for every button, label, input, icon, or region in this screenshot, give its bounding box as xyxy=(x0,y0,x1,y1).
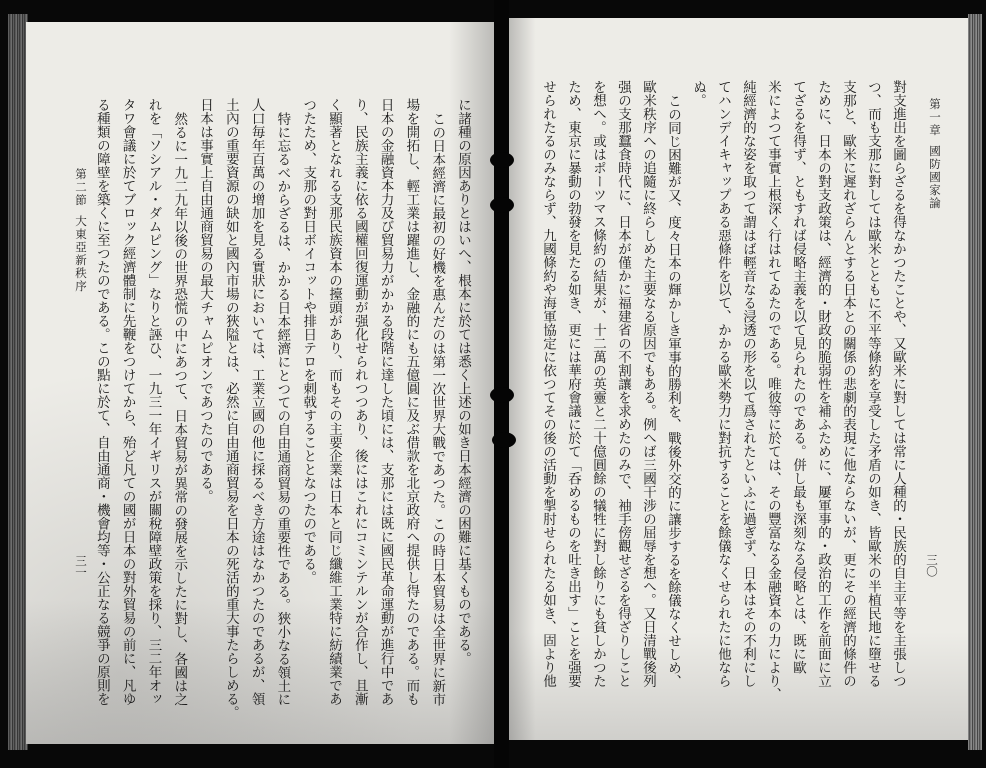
text-line: 對支進出を圖らざるを得なかつたことや、又歐米に對しては常に人種的・民族的自主平等を主張しつ xyxy=(890,80,906,688)
text-line: 場を開拓し、輕工業は躍進し、金融的にも五億圓に及ぶ借款を北京政府へ提供し得たのである。而も xyxy=(403,98,420,706)
text-line: てざるを得ず、ともすれば侵略主義を以て見られたのである。併し最も深刻なる侵略とは、既に歐 xyxy=(790,80,806,674)
text-line: ため、東京に暴動の勃發を見たる如き、更には華府會議に於て「呑めるものを吐き出す」ことを强要 xyxy=(565,80,581,688)
binding-hole xyxy=(490,197,514,213)
page-number: 三〇 xyxy=(925,554,939,577)
text-line: に諸種の原因ありとはいへ、根本に於ては悉く上述の如き日本經濟の困難に基くものである。 xyxy=(455,98,471,665)
text-line: 土內の重要資源の缺如と國內市場の狹隘とは、必然に自由通商貿易を日本の死活的重大事たらしめる。 xyxy=(222,98,239,719)
text-line: 然るに一九二九年以後の世界恐慌の中にあつて、日本貿易が異常の發展を示したに對し、各國は之 xyxy=(171,111,188,706)
chapter-label: 第一章 xyxy=(928,98,942,137)
binding-spine xyxy=(494,0,509,768)
text-line: 歐米秩序への追隨に終らしめた主要なる原因でもある。例へば三國干涉の屈辱を想へ。又日清戰後列 xyxy=(640,80,656,688)
text-line: つ、而も支那に對しては歐米とともに不平等條約を享受した矛盾の如き、皆歐米の半植民地に墮せる xyxy=(865,80,881,688)
section-label: 第二節 xyxy=(74,168,88,207)
text-line: く顯著となれる支那民族資本の擡頭があり、而もその主要企業は日本と同じ纖維工業特に紡績業であ xyxy=(326,98,343,706)
text-line: 日本の金融資本力及び貿易力がかかる段階に達した頃には、支那には既に國民革命運動が進行中であ xyxy=(377,98,394,706)
text-line: 純經濟的な姿を取つて謂はば輕音なる浸透の形を以て爲されたといふに過ぎず、日本はその不利にし xyxy=(740,80,756,688)
text-line: 米によつて事實上根深く行はれてゐたのである。唯彼等に於ては、その豐富なる金融資本の力により、 xyxy=(765,80,781,701)
running-head xyxy=(927,98,943,210)
right-page-body xyxy=(535,80,910,710)
binding-hole xyxy=(492,432,516,448)
text-line: てハンデイキャップある惡條件を以て、かかる歐米勢力に對抗することを餘儀なくせられたに他なら xyxy=(715,80,731,688)
text-line: 人口毎年百萬の增加を見る實狀においては、工業立國の他に採るべき方途はなかつたのであるが、領 xyxy=(248,98,265,706)
page-stack-edge-right xyxy=(968,14,982,750)
text-line: る種類の障壁を築くに至つたのである。この點に於て、自由通商・機會均等・公正なる競爭の原則を xyxy=(93,98,110,706)
text-line: 强の支那蠶食時代に、日本が僅かに福建省の不割讓を求めたのみで、袖手傍觀せざるを得ざりしこと xyxy=(615,80,631,688)
running-head xyxy=(73,168,89,293)
chapter-title: 國防國家論 xyxy=(928,145,942,210)
text-line: タワ會議に於てブロック經濟體制に先鞭をつけてから、殆ど凡ての國が日本の對外貿易の前に、凡ゆ xyxy=(119,98,136,706)
section-title: 大東亞新秩序 xyxy=(74,215,88,293)
page-stack-edge-left xyxy=(8,14,28,750)
text-line: つたため、支那の對日ボイコットや排日テロを刺戟することとなつたのである。 xyxy=(300,98,317,584)
binding-hole xyxy=(490,152,514,168)
text-line: れを「ソシアル・ダムピング」なりと誣ひ、一九三一年イギリスが關稅障壁政策を採り、三二年オッ xyxy=(145,98,162,706)
left-page-body xyxy=(88,98,475,728)
binding-hole xyxy=(490,387,514,403)
text-line: この同じ困難が又、度々日本の輝かしき軍事的勝利を、戰後外交的に讓步するを餘儀なくせしめ、 xyxy=(665,93,681,688)
text-line: ぬ。 xyxy=(690,80,706,107)
text-line: 支那と、歐米に遲れざらんとする日本との關係の悲劇的表現に他ならないが、更にその經濟的條件の xyxy=(840,80,856,688)
text-line: せられたるのみならず、九國條約や海軍協定に依つてその後の活動を掣肘せられたる如き、固より他 xyxy=(540,80,556,688)
text-line: り、民族主義に依る國權回復運動が强化せられつつあり、後にはこれにコミンテルンが合作し、且漸 xyxy=(351,98,368,706)
text-line: 日本は事實上自由通商貿易の最大チャムピオンであつたのである。 xyxy=(197,98,214,503)
page-number: 三一 xyxy=(74,555,88,578)
text-line: この日本經濟に最初の好機を惠んだのは第一次世界大戰であつた。この時日本貿易は全世界に新市 xyxy=(429,111,446,706)
text-line: を想へ。或はポーツマス條約の結果が、十二萬の英靈と二十億圓餘の犠牲に對し餘りにも貧しかつた xyxy=(590,80,606,688)
text-line: ために、日本の對支政策は、經濟的・財政的脆弱性を補ふために、屢軍事的・政治的工作を前面に立 xyxy=(815,80,831,688)
text-line: 特に忘るべからざるは、かかる日本經濟にとつての自由通商貿易の重要性である。狹小なる領土に xyxy=(274,111,291,706)
